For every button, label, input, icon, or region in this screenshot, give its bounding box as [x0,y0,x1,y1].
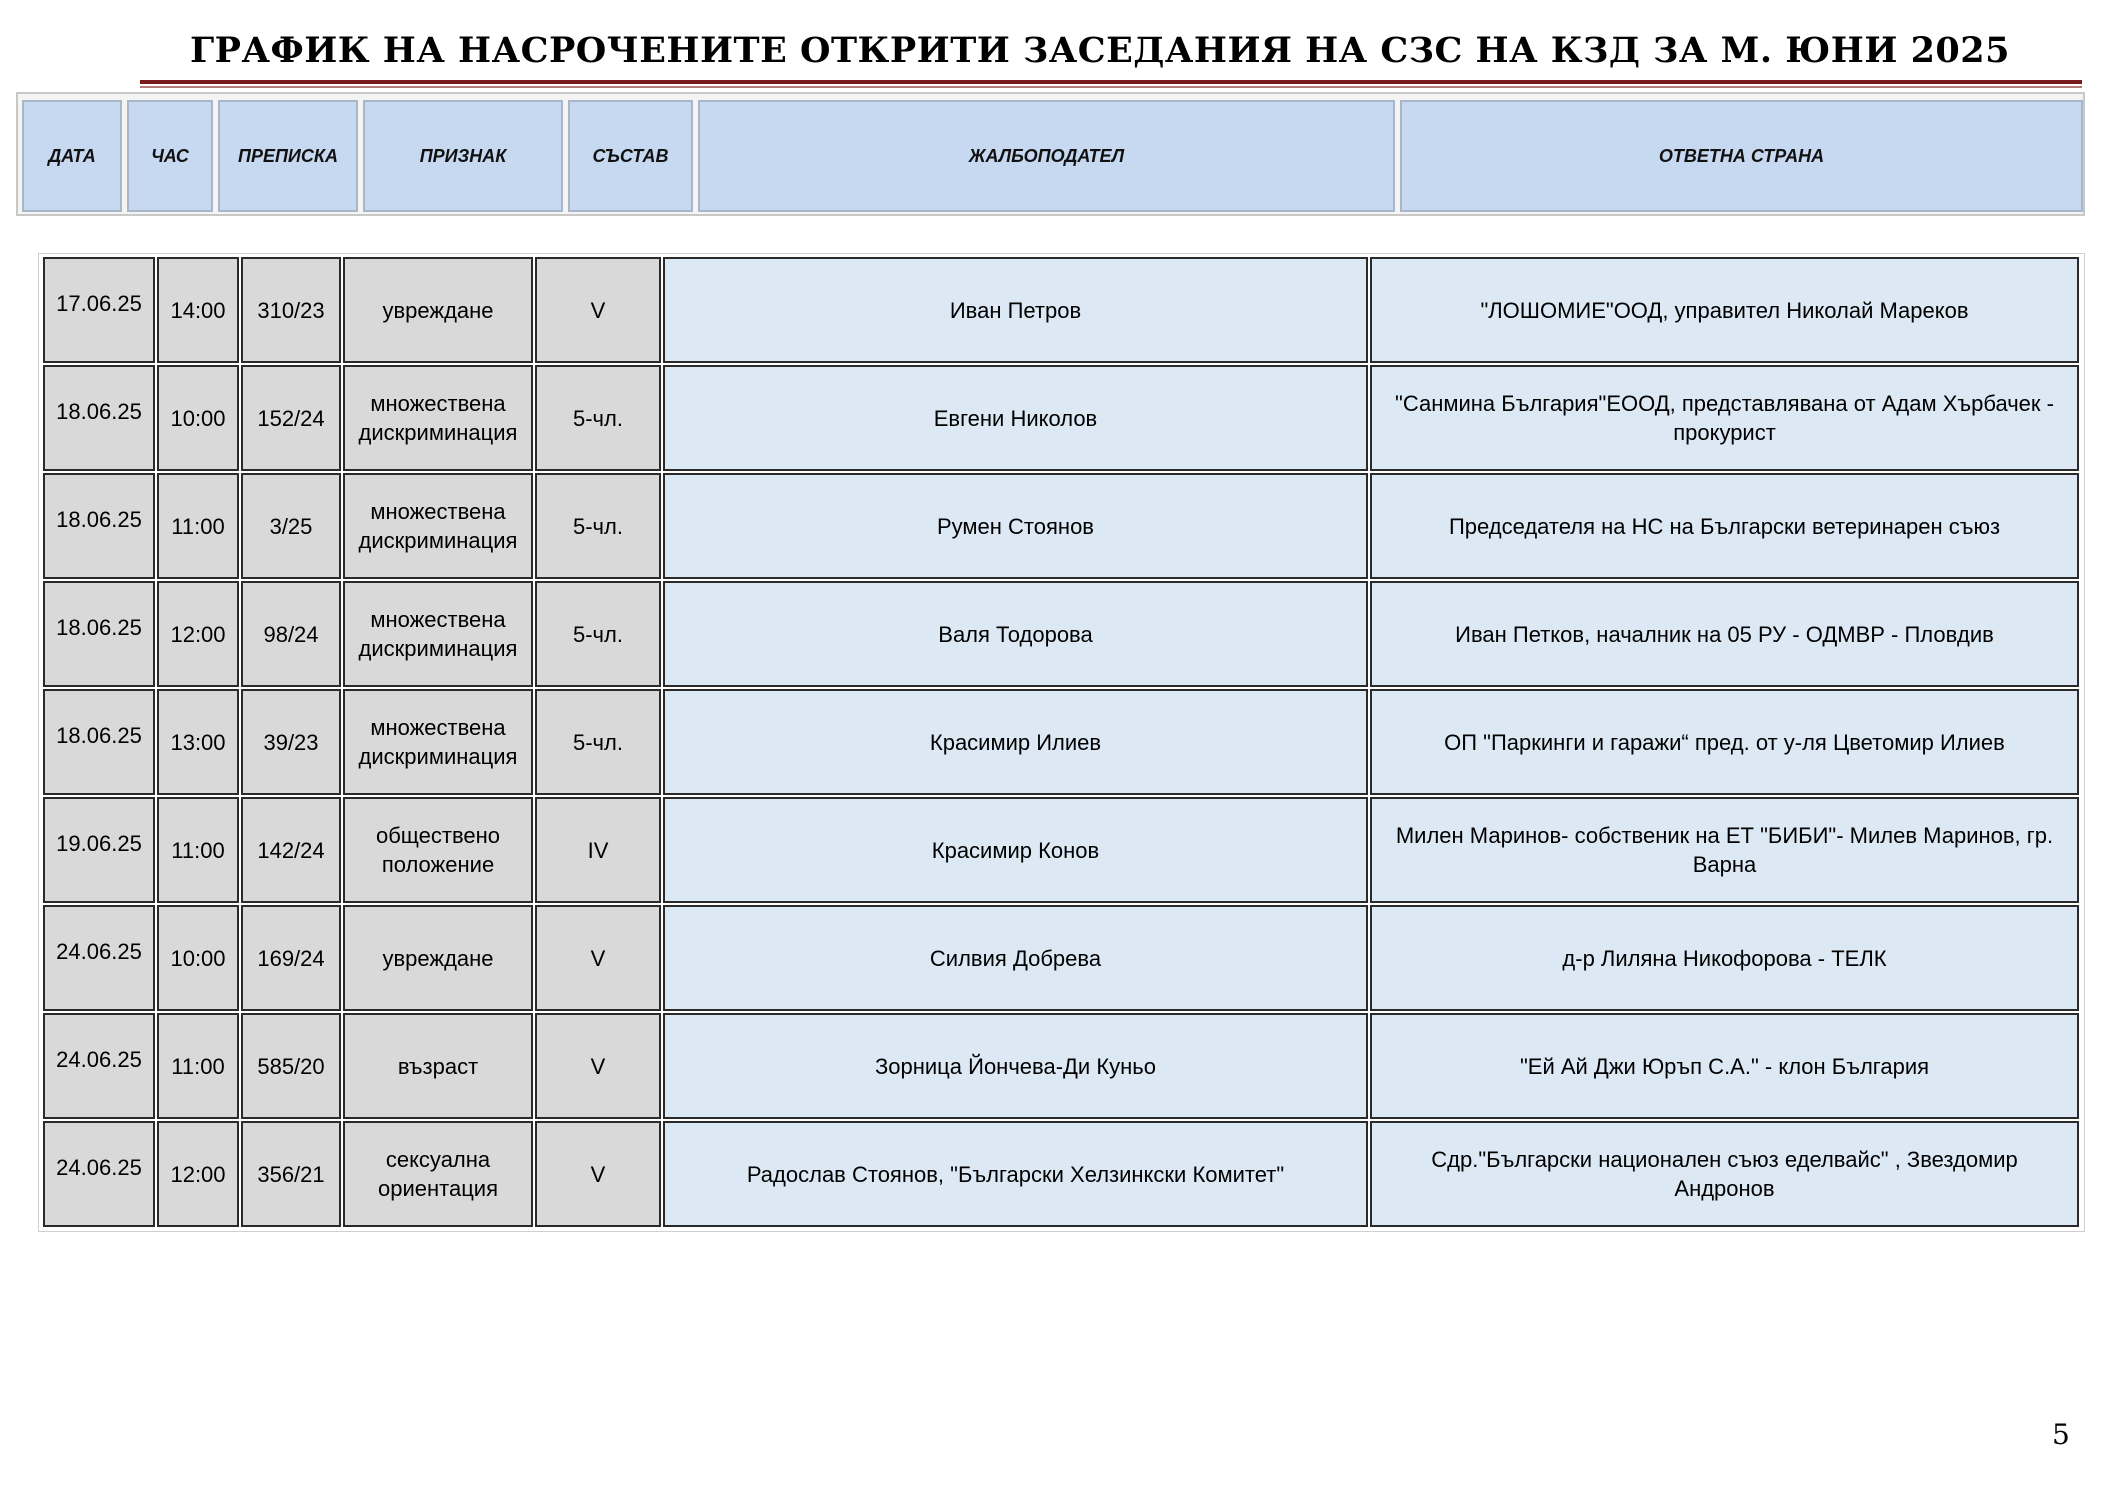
cell-respondent: ОП "Паркинги и гаражи“ пред. от у-ля Цветомир Илиев [1370,689,2079,795]
cell-panel: IV [535,797,661,903]
cell-case: 142/24 [241,797,341,903]
table-row [43,473,2079,579]
cell-case: 585/20 [241,1013,341,1119]
cell-respondent: "ЛОШОМИЕ"ООД, управител Николай Мареков [1370,257,2079,363]
cell-panel: V [535,257,661,363]
cell-panel: V [535,1013,661,1119]
cell-time: 11:00 [157,473,239,579]
cell-respondent: "Санмина България"ЕООД, представлявана от Адам Хърбачек - прокурист [1370,365,2079,471]
cell-panel: 5-чл. [535,689,661,795]
title-rule [140,80,2082,84]
table-body [38,253,2085,1232]
cell-ground: обществено положение [343,797,533,903]
cell-panel: 5-чл. [535,581,661,687]
cell-panel: V [535,905,661,1011]
cell-time: 12:00 [157,581,239,687]
cell-ground: увреждане [343,905,533,1011]
title-rule-thin [140,86,2082,88]
cell-ground: множествена дискриминация [343,581,533,687]
cell-ground: възраст [343,1013,533,1119]
cell-ground: сексуална ориентация [343,1121,533,1227]
cell-ground: увреждане [343,257,533,363]
cell-case: 39/23 [241,689,341,795]
table-row [43,365,2079,471]
cell-time: 14:00 [157,257,239,363]
cell-date: 24.06.25 [43,1121,155,1227]
cell-ground: множествена дискриминация [343,473,533,579]
cell-time: 13:00 [157,689,239,795]
table-row [43,689,2079,795]
cell-respondent: Председателя на НС на Български ветеринарен съюз [1370,473,2079,579]
header-ground: ПРИЗНАК [363,100,563,212]
cell-panel: 5-чл. [535,473,661,579]
cell-date: 24.06.25 [43,1013,155,1119]
cell-time: 11:00 [157,797,239,903]
cell-time: 11:00 [157,1013,239,1119]
cell-complainant: Зорница Йончева-Ди Куньо [663,1013,1368,1119]
cell-time: 10:00 [157,905,239,1011]
document-title: ГРАФИК НА НАСРОЧЕНИТЕ ОТКРИТИ ЗАСЕДАНИЯ НА СЗС НА КЗД ЗА М. ЮНИ 2025 [190,30,2010,71]
header-panel: СЪСТАВ [568,100,693,212]
cell-date: 18.06.25 [43,365,155,471]
header-case: ПРЕПИСКА [218,100,358,212]
cell-panel: 5-чл. [535,365,661,471]
cell-date: 18.06.25 [43,689,155,795]
cell-respondent: "Ей Ай Джи Юръп С.А." - клон България [1370,1013,2079,1119]
cell-complainant: Радослав Стоянов, "Български Хелзинкски Комитет" [663,1121,1368,1227]
cell-complainant: Иван Петров [663,257,1368,363]
cell-panel: V [535,1121,661,1227]
cell-complainant: Румен Стоянов [663,473,1368,579]
cell-respondent: Сдр."Български национален съюз еделвайс" , Звездомир Андронов [1370,1121,2079,1227]
cell-case: 356/21 [241,1121,341,1227]
cell-case: 152/24 [241,365,341,471]
cell-case: 98/24 [241,581,341,687]
cell-case: 310/23 [241,257,341,363]
table-row [43,1013,2079,1119]
cell-case: 3/25 [241,473,341,579]
cell-date: 24.06.25 [43,905,155,1011]
table-row [43,905,2079,1011]
page-number: 5 [2052,1418,2070,1451]
cell-respondent: Иван Петков, началник на 05 РУ - ОДМВР - Пловдив [1370,581,2079,687]
cell-date: 17.06.25 [43,257,155,363]
cell-complainant: Красимир Илиев [663,689,1368,795]
cell-time: 12:00 [157,1121,239,1227]
cell-respondent: Милен Маринов- собственик на ЕТ "БИБИ"- Милев Маринов, гр. Варна [1370,797,2079,903]
cell-case: 169/24 [241,905,341,1011]
cell-respondent: д-р Лиляна Никофорова - ТЕЛК [1370,905,2079,1011]
cell-time: 10:00 [157,365,239,471]
cell-complainant: Красимир Конов [663,797,1368,903]
header-time: ЧАС [127,100,213,212]
table-row [43,581,2079,687]
header-complainant: ЖАЛБОПОДАТЕЛ [698,100,1395,212]
header-date: ДАТА [22,100,122,212]
header-respondent: ОТВЕТНА СТРАНА [1400,100,2083,212]
cell-ground: множествена дискриминация [343,365,533,471]
table-row [43,1121,2079,1227]
cell-ground: множествена дискриминация [343,689,533,795]
cell-date: 18.06.25 [43,473,155,579]
table-row [43,257,2079,363]
cell-complainant: Евгени Николов [663,365,1368,471]
cell-date: 19.06.25 [43,797,155,903]
cell-complainant: Силвия Добрева [663,905,1368,1011]
cell-complainant: Валя Тодорова [663,581,1368,687]
table-header [16,92,2085,216]
table-row [43,797,2079,903]
cell-date: 18.06.25 [43,581,155,687]
